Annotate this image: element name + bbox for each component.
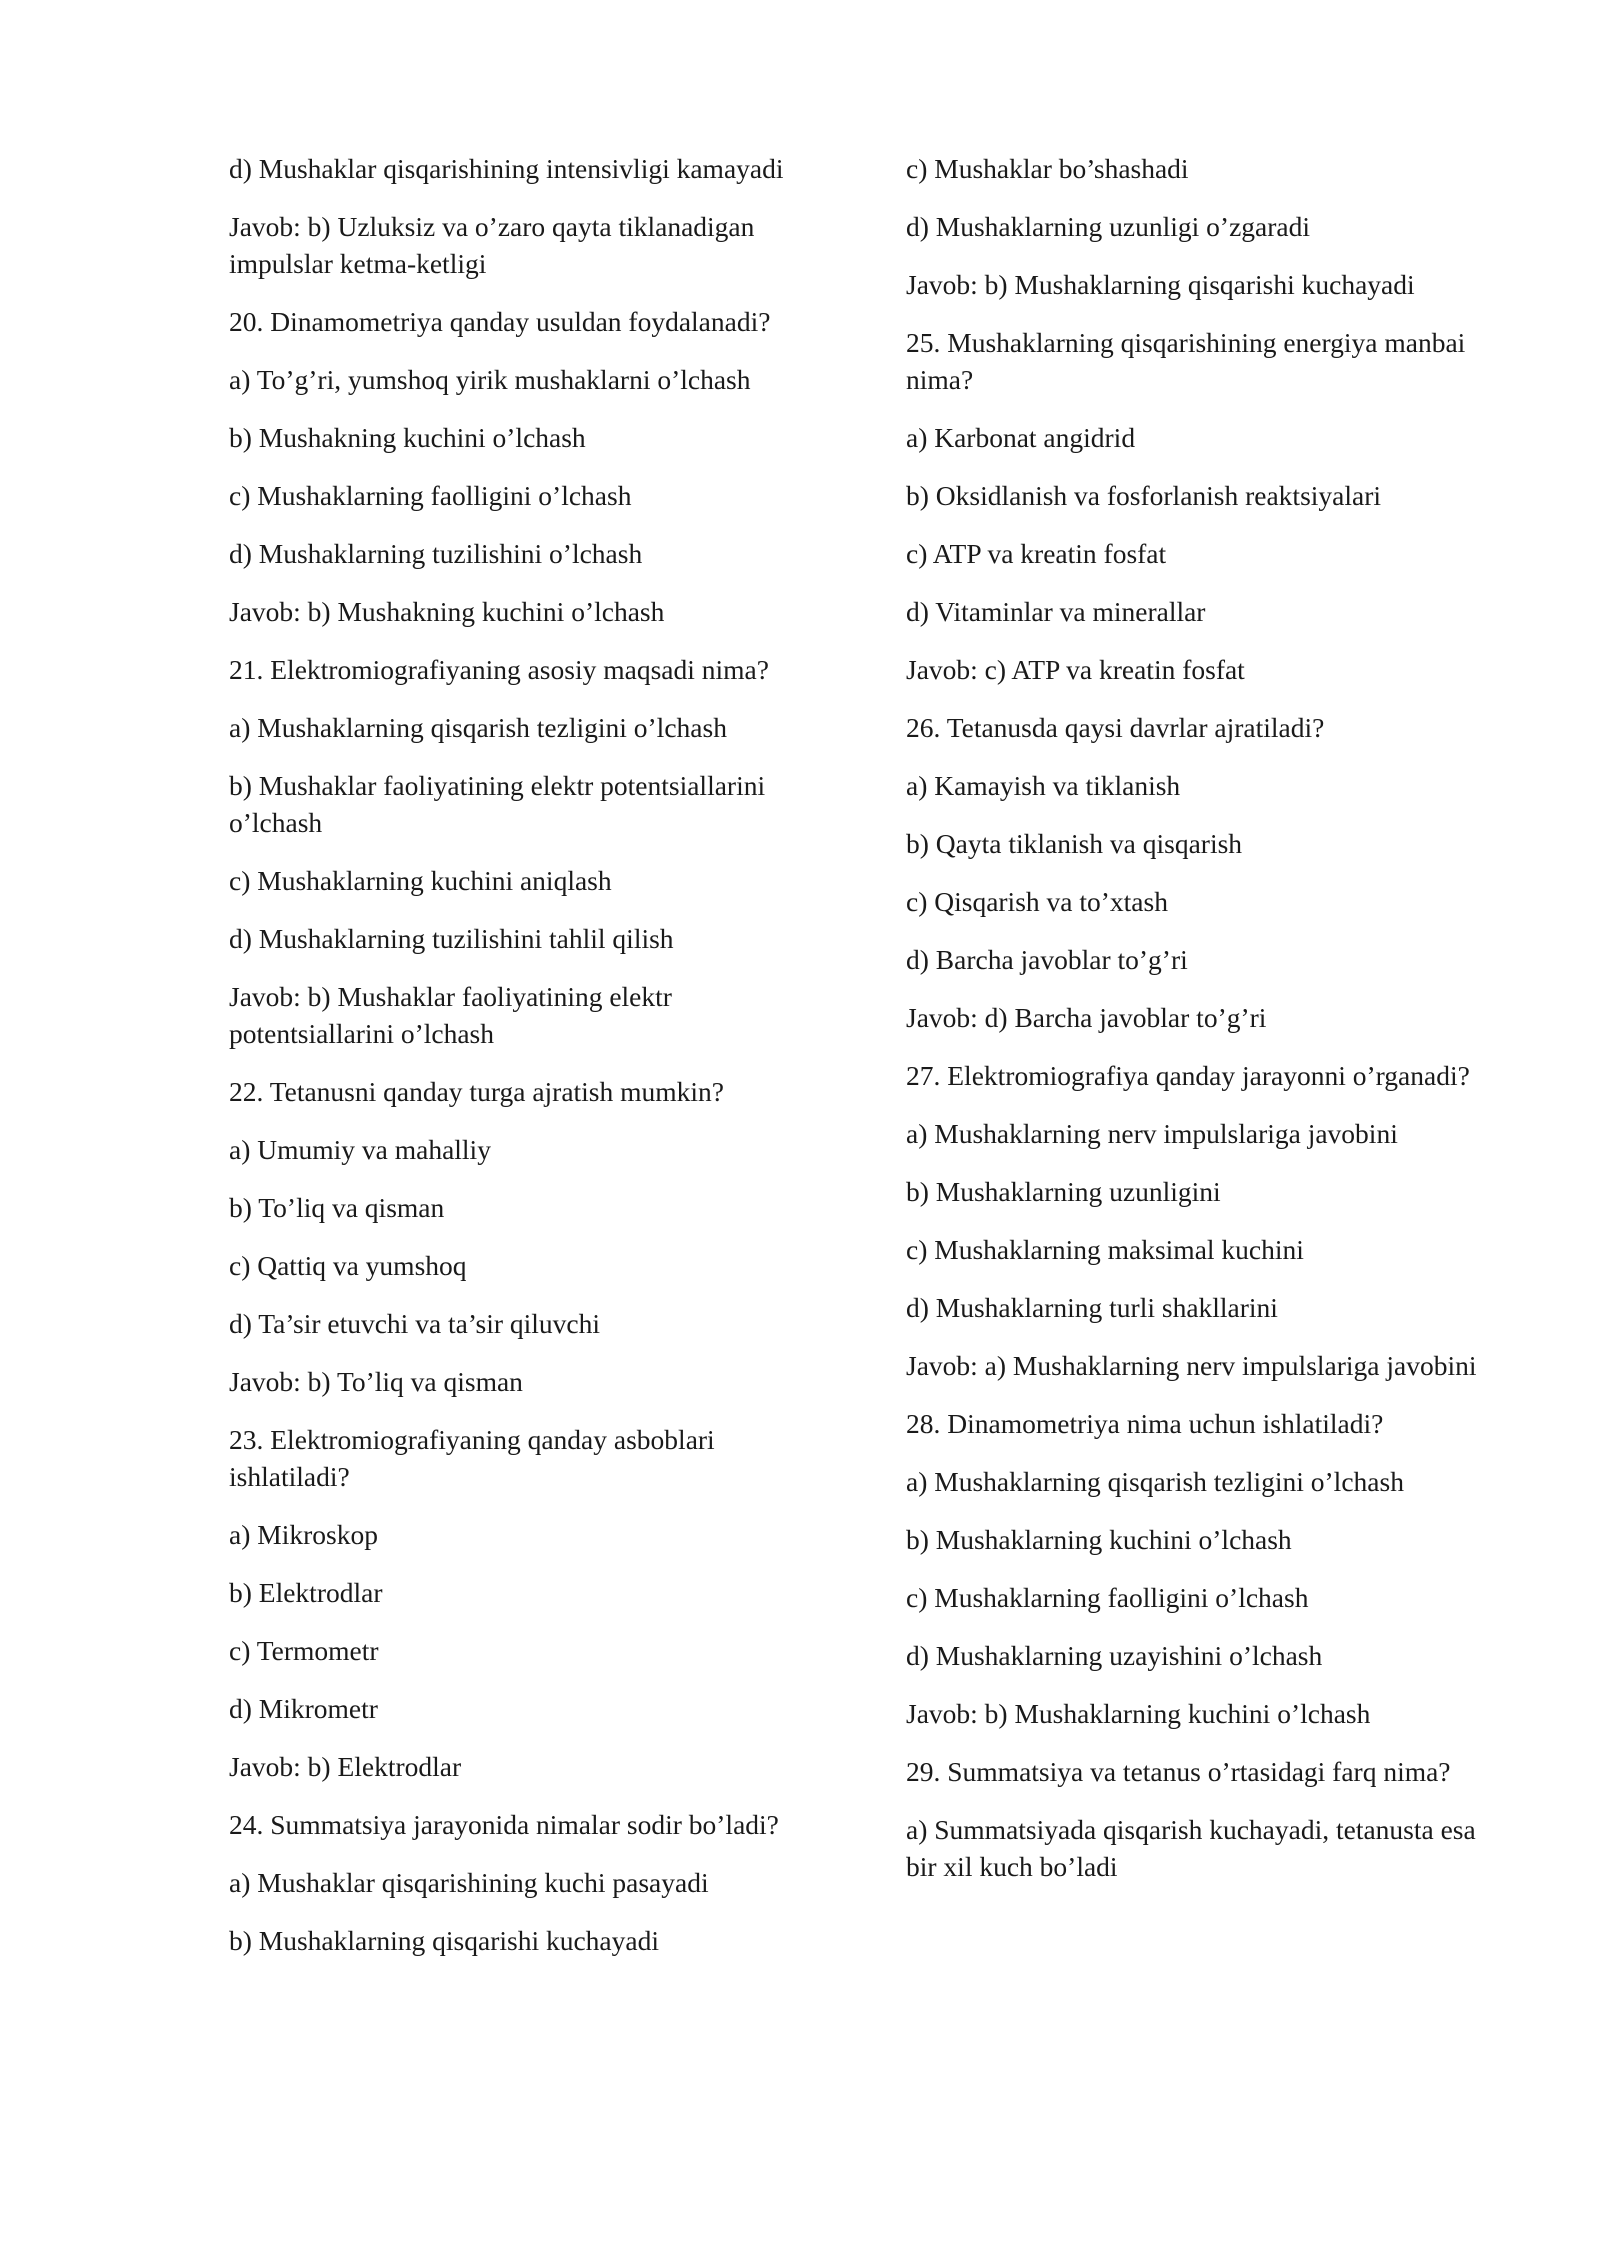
left-column xyxy=(229,150,829,1980)
question-line: 23. Elektromiografiyaning qanday asboblari ishlatiladi? xyxy=(229,1424,715,1492)
option-line: c) Mushaklarning kuchini aniqlash xyxy=(229,865,612,896)
option-line: c) Mushaklarning faolligini o’lchash xyxy=(229,480,632,511)
answer-line: Javob: b) Mushaklar faoliyatining elektr potentsiallarini o’lchash xyxy=(229,981,672,1049)
option-line: b) Mushaklarning qisqarishi kuchayadi xyxy=(229,1925,659,1956)
option-line: d) Mushaklarning uzayishini o’lchash xyxy=(906,1640,1323,1671)
answer-line: Javob: b) To’liq va qisman xyxy=(229,1366,523,1397)
option-line: d) Mikrometr xyxy=(229,1693,378,1724)
question-line: 22. Tetanusni qanday turga ajratish mumkin? xyxy=(229,1076,725,1107)
right-column xyxy=(906,150,1496,1906)
question-line: 20. Dinamometriya qanday usuldan foydalanadi? xyxy=(229,306,771,337)
answer-line: Javob: d) Barcha javoblar to’g’ri xyxy=(906,1002,1267,1033)
question-line: 29. Summatsiya va tetanus o’rtasidagi farq nima? xyxy=(906,1756,1451,1787)
option-line: a) Mikroskop xyxy=(229,1519,378,1550)
option-line: b) Mushaklarning uzunligini xyxy=(906,1176,1221,1207)
question-line: 26. Tetanusda qaysi davrlar ajratiladi? xyxy=(906,712,1325,743)
option-line: b) Elektrodlar xyxy=(229,1577,383,1608)
answer-line: Javob: b) Mushaklarning kuchini o’lchash xyxy=(906,1698,1371,1729)
question-line: 24. Summatsiya jarayonida nimalar sodir bo’ladi? xyxy=(229,1809,779,1840)
option-line: d) Mushaklarning turli shakllarini xyxy=(906,1292,1278,1323)
option-line: d) Mushaklar qisqarishining intensivligi kamayadi xyxy=(229,153,784,184)
answer-line: Javob: b) Mushaklarning qisqarishi kuchayadi xyxy=(906,269,1415,300)
option-line: b) Qayta tiklanish va qisqarish xyxy=(906,828,1243,859)
answer-line: Javob: c) ATP va kreatin fosfat xyxy=(906,654,1245,685)
answer-line: Javob: b) Elektrodlar xyxy=(229,1751,462,1782)
option-line: d) Mushaklarning uzunligi o’zgaradi xyxy=(906,211,1310,242)
option-line: a) Mushaklar qisqarishining kuchi pasayadi xyxy=(229,1867,709,1898)
option-line: b) Oksidlanish va fosforlanish reaktsiyalari xyxy=(906,480,1382,511)
option-line: a) Karbonat angidrid xyxy=(906,422,1136,453)
option-line: d) Barcha javoblar to’g’ri xyxy=(906,944,1188,975)
answer-line: Javob: b) Mushakning kuchini o’lchash xyxy=(229,596,665,627)
option-line: c) Termometr xyxy=(229,1635,379,1666)
option-line: c) Mushaklar bo’shashadi xyxy=(906,153,1189,184)
option-line: a) Mushaklarning qisqarish tezligini o’lchash xyxy=(906,1466,1404,1497)
option-line: a) Mushaklarning qisqarish tezligini o’lchash xyxy=(229,712,727,743)
option-line: d) Ta’sir etuvchi va ta’sir qiluvchi xyxy=(229,1308,601,1339)
answer-line: Javob: a) Mushaklarning nerv impulslariga javobini xyxy=(906,1350,1477,1381)
option-line: b) Mushaklar faoliyatining elektr potentsiallarini o’lchash xyxy=(229,770,766,838)
option-line: b) Mushakning kuchini o’lchash xyxy=(229,422,586,453)
option-line: d) Vitaminlar va minerallar xyxy=(906,596,1206,627)
option-line: c) Qattiq va yumshoq xyxy=(229,1250,467,1281)
option-line: c) Qisqarish va to’xtash xyxy=(906,886,1168,917)
option-line: a) Summatsiyada qisqarish kuchayadi, tetanusta esa bir xil kuch bo’ladi xyxy=(906,1814,1476,1882)
option-line: b) To’liq va qisman xyxy=(229,1192,445,1223)
option-line: c) Mushaklarning maksimal kuchini xyxy=(906,1234,1304,1265)
option-line: b) Mushaklarning kuchini o’lchash xyxy=(906,1524,1292,1555)
answer-line: Javob: b) Uzluksiz va o’zaro qayta tiklanadigan impulslar ketma-ketligi xyxy=(229,211,755,279)
option-line: d) Mushaklarning tuzilishini o’lchash xyxy=(229,538,643,569)
question-line: 28. Dinamometriya nima uchun ishlatiladi? xyxy=(906,1408,1384,1439)
option-line: c) Mushaklarning faolligini o’lchash xyxy=(906,1582,1309,1613)
option-line: a) Mushaklarning nerv impulslariga javobini xyxy=(906,1118,1398,1149)
option-line: c) ATP va kreatin fosfat xyxy=(906,538,1167,569)
question-line: 25. Mushaklarning qisqarishining energiya manbai nima? xyxy=(906,327,1466,395)
option-line: a) Kamayish va tiklanish xyxy=(906,770,1181,801)
option-line: a) To’g’ri, yumshoq yirik mushaklarni o’lchash xyxy=(229,364,751,395)
question-line: 27. Elektromiografiya qanday jarayonni o’rganadi? xyxy=(906,1060,1470,1091)
question-line: 21. Elektromiografiyaning asosiy maqsadi nima? xyxy=(229,654,769,685)
option-line: d) Mushaklarning tuzilishini tahlil qilish xyxy=(229,923,674,954)
option-line: a) Umumiy va mahalliy xyxy=(229,1134,491,1165)
